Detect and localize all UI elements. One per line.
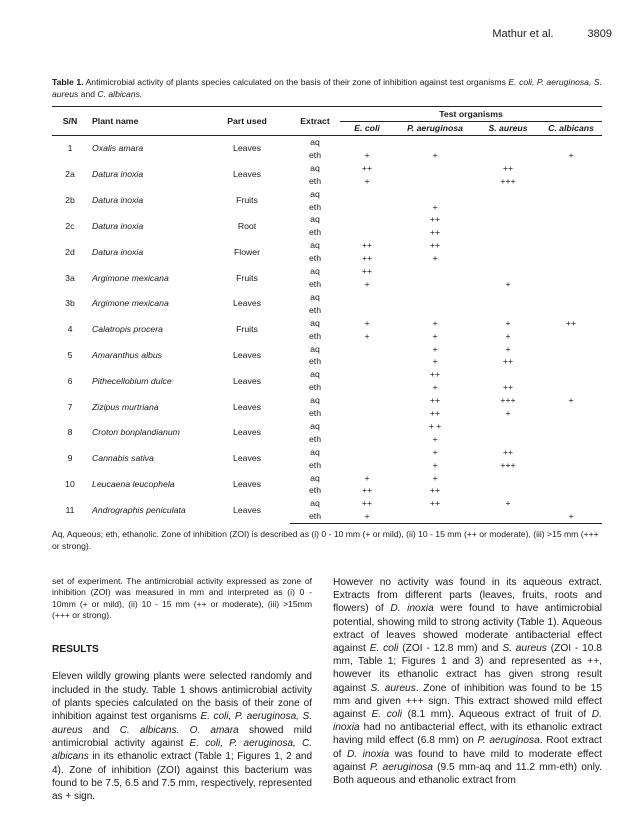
cell-plant-name: Leucaena leucophela: [92, 479, 175, 490]
table-footnote: Aq, Aqueous; eth, ethanolic. Zone of inhibition (ZOI) is described as (i) 0 - 10 mm (+ or mild), (ii) 10 - 15 mm (++ or moderate), (iii) >15 mm (+++ or strong).: [52, 529, 599, 551]
header-author: Mathur et al.: [492, 28, 554, 40]
cell-activity: [540, 472, 602, 485]
cell-activity: + +: [428, 420, 442, 431]
cell-activity: +: [505, 317, 511, 328]
cell-activity: [394, 510, 476, 523]
cell-activity: [540, 136, 602, 149]
table-row: [52, 472, 602, 485]
cell-activity: +: [432, 446, 438, 457]
cell-activity: [540, 407, 602, 420]
cell-activity: [540, 420, 602, 433]
cell-activity: [476, 433, 540, 446]
cell-activity: [340, 394, 394, 407]
rc-text: (ZOI - 12.8 mm) and: [402, 643, 499, 655]
results-org-1: E. coli, P. aeruginosa, S. aureus: [52, 711, 312, 736]
cell-activity: [540, 188, 602, 201]
cell-activity: +: [505, 498, 511, 509]
cell-plant-name: Pithecellobium dulce: [92, 375, 172, 386]
cell-sn: 5: [67, 349, 73, 360]
cell-activity: +: [505, 408, 511, 419]
cell-activity: ++: [502, 382, 514, 393]
cell-activity: ++: [429, 498, 441, 509]
cell-activity: [476, 265, 540, 278]
caption-text: Antimicrobial activity of plants species calculated on the basis of their zone of inhibition against test organisms: [85, 77, 506, 87]
cell-activity: ++: [429, 214, 441, 225]
rc-text: (8.1 mm). Aqueous extract of fruit of: [407, 709, 587, 721]
cell-activity: +: [432, 382, 438, 393]
cell-activity: [340, 213, 394, 226]
cell-activity: [540, 304, 602, 317]
cell-extract: eth: [308, 149, 322, 160]
cell-activity: [540, 433, 602, 446]
results-and: and: [92, 724, 110, 736]
cell-activity: [340, 343, 394, 356]
cell-plant-name: Oxalis amara: [92, 143, 144, 154]
cell-activity: [340, 136, 394, 149]
cell-activity: [540, 265, 602, 278]
header-test-organisms: Test organisms: [340, 107, 602, 122]
cell-part-used: Leaves: [232, 401, 261, 412]
table-row: [52, 394, 602, 407]
cell-activity: +: [505, 343, 511, 354]
cell-activity: [394, 291, 476, 304]
cell-activity: ++: [429, 369, 441, 380]
rc-org: P. aeruginosa: [477, 735, 540, 747]
cell-extract: eth: [308, 253, 322, 264]
cell-extract: eth: [308, 485, 322, 496]
cell-activity: [540, 278, 602, 291]
cell-activity: +: [340, 510, 394, 523]
cell-activity: [340, 433, 394, 446]
cell-activity: [340, 201, 394, 214]
results-org-2: C. albicans.: [119, 724, 180, 736]
cell-activity: +: [432, 330, 438, 341]
cell-activity: [394, 136, 476, 149]
table-row: [52, 446, 602, 459]
cell-sn: 6: [67, 375, 73, 386]
cell-activity: ++: [429, 485, 441, 496]
table-row: [52, 497, 602, 510]
cell-activity: +: [364, 472, 370, 483]
cell-activity: [540, 175, 602, 188]
cell-activity: +: [568, 149, 574, 160]
cell-activity: ++: [361, 485, 373, 496]
cell-activity: [540, 484, 602, 497]
rc-org: E. coli: [369, 643, 399, 655]
cell-part-used: Leaves: [232, 143, 261, 154]
cell-activity: [340, 420, 394, 433]
cell-activity: +: [432, 472, 438, 483]
table-row: [52, 317, 602, 330]
cell-activity: [476, 213, 540, 226]
cell-activity: [540, 330, 602, 343]
rc-text: (ZOI - 10.8 mm, Table 1; Figures 1 and 3) and represented as ++, however its ethanolic extract has given strong result against: [333, 643, 602, 694]
cell-extract: aq: [310, 343, 320, 354]
cell-activity: [476, 304, 540, 317]
cell-activity: [476, 484, 540, 497]
rc-org: D. inoxia: [346, 748, 390, 760]
cell-activity: [476, 239, 540, 252]
rc-org: D. inoxia: [333, 709, 602, 734]
header-saureus: S. aureus: [488, 123, 528, 133]
table-row: [52, 368, 602, 381]
cell-activity: ++: [502, 446, 514, 457]
right-column: [333, 576, 602, 787]
cell-activity: +: [364, 278, 370, 289]
results-paragraph: [52, 670, 312, 803]
cell-activity: +++: [500, 395, 516, 406]
cell-activity: [340, 188, 394, 201]
cell-sn: 8: [67, 427, 73, 438]
header-paeruginosa: P. aeruginosa: [407, 123, 463, 133]
cell-extract: aq: [310, 317, 320, 328]
cell-plant-name: Argimone mexicana: [92, 298, 169, 309]
rc-org: E. coli: [371, 709, 402, 721]
cell-activity: ++: [429, 408, 441, 419]
cell-sn: 2d: [65, 246, 75, 257]
cell-activity: [476, 226, 540, 239]
cell-extract: eth: [308, 356, 322, 367]
cell-part-used: Leaves: [232, 169, 261, 180]
cell-activity: +: [364, 330, 370, 341]
cell-extract: eth: [308, 278, 322, 289]
table-row: [52, 291, 602, 304]
cell-activity: +: [432, 433, 438, 444]
cell-activity: +: [432, 356, 438, 367]
methods-intro: set of experiment. The antimicrobial activity expressed as zone of inhibition (ZOI) was measured in mm and interpreted as (i) 0 - 10mm (+ or mild), (ii) 10 - 15 mm (++ or moderate), (iii) >15mm (+++ or strong).: [52, 576, 312, 620]
rc-org: D. inoxia: [390, 603, 434, 615]
cell-activity: [340, 381, 394, 394]
cell-activity: +: [432, 459, 438, 470]
cell-activity: [476, 368, 540, 381]
table-row: [52, 265, 602, 278]
cell-part-used: Fruits: [236, 195, 258, 206]
cell-part-used: Leaves: [232, 375, 261, 386]
cell-activity: [394, 278, 476, 291]
cell-part-used: Root: [237, 220, 257, 231]
cell-activity: +: [505, 278, 511, 289]
cell-sn: 10: [65, 479, 75, 490]
results-heading: RESULTS: [52, 644, 99, 656]
cell-activity: +: [432, 253, 438, 264]
cell-activity: ++: [565, 317, 577, 328]
cell-activity: ++: [429, 240, 441, 251]
cell-activity: +: [364, 149, 370, 160]
caption-label: Table 1.: [52, 77, 84, 87]
results-table: [52, 106, 602, 524]
cell-activity: [540, 368, 602, 381]
cell-extract: eth: [308, 227, 322, 238]
cell-extract: aq: [310, 188, 320, 199]
cell-activity: +: [364, 317, 370, 328]
cell-activity: +: [432, 317, 438, 328]
cell-plant-name: Amaranthus albus: [92, 349, 163, 360]
results-table-wrapper: [52, 106, 602, 524]
results-text-4: in its ethanolic extract (Table 1; Figures 1, 2 and 4). Zone of inhibition (ZOI) against this bacterium was found to be 7.5, 6.5 and 7.5 mm, respectively, represented as + sign.: [52, 751, 313, 803]
cell-activity: [476, 136, 540, 149]
cell-activity: ++: [361, 253, 373, 264]
cell-extract: eth: [308, 433, 322, 444]
cell-activity: [340, 407, 394, 420]
table-row: [52, 136, 602, 149]
cell-plant-name: Argimone mexicana: [92, 272, 169, 283]
cell-activity: [540, 201, 602, 214]
cell-activity: +: [568, 395, 574, 406]
cell-activity: [340, 446, 394, 459]
cell-sn: 4: [67, 324, 73, 335]
table-row: [52, 420, 602, 433]
cell-part-used: Flower: [233, 246, 261, 257]
cell-activity: [540, 381, 602, 394]
cell-activity: [540, 291, 602, 304]
cell-activity: +: [432, 201, 438, 212]
cell-sn: 3a: [65, 272, 75, 283]
rc-text: had no antibacterial effect, with its ethanolic extract having mild effect (6.8 mm) on: [333, 722, 602, 747]
header-sn: S/N: [52, 107, 88, 136]
cell-extract: aq: [310, 420, 320, 431]
rc-text: . Zone of inhibition was found to be 15 mm and given +++ sign. This extract showed mild effect against: [333, 682, 602, 721]
rc-org: S. aureus: [502, 643, 547, 655]
rc-text: . Root extract of: [333, 735, 602, 760]
cell-activity: [476, 252, 540, 265]
cell-plant-name: Cannabis sativa: [92, 453, 154, 464]
cell-sn: 2c: [65, 220, 75, 231]
cell-activity: [394, 265, 476, 278]
cell-extract: eth: [290, 510, 340, 523]
cell-activity: +: [540, 510, 602, 523]
cell-activity: [540, 226, 602, 239]
cell-extract: eth: [308, 382, 322, 393]
caption-organism-last: C. albicans.: [97, 89, 143, 99]
cell-part-used: Leaves: [232, 298, 261, 309]
cell-extract: aq: [310, 446, 320, 457]
cell-extract: aq: [310, 137, 320, 147]
header-part: Part used: [204, 107, 290, 136]
table-row: [52, 343, 602, 356]
cell-activity: +: [432, 343, 438, 354]
cell-activity: +: [364, 175, 370, 186]
cell-activity: [540, 252, 602, 265]
cell-activity: [394, 175, 476, 188]
cell-extract: aq: [310, 395, 320, 406]
cell-plant-name: Datura inoxia: [92, 246, 144, 257]
cell-activity: [340, 226, 394, 239]
cell-activity: ++: [502, 162, 514, 173]
cell-extract: aq: [310, 240, 320, 251]
cell-activity: [540, 162, 602, 175]
cell-sn: 7: [67, 401, 73, 412]
cell-activity: [476, 472, 540, 485]
table-row: [52, 162, 602, 175]
cell-extract: aq: [310, 266, 320, 277]
cell-activity: +++: [500, 175, 516, 186]
header-ecoli: E. coli: [354, 123, 380, 133]
running-header: [492, 28, 612, 40]
cell-sn: 2b: [65, 195, 75, 206]
cell-sn: 9: [67, 453, 73, 464]
cell-activity: [476, 510, 540, 523]
cell-activity: [540, 459, 602, 472]
header-extract: Extract: [290, 107, 340, 136]
table-row: [52, 213, 602, 226]
right-paragraph: [333, 576, 602, 787]
cell-extract: eth: [308, 175, 322, 186]
cell-activity: ++: [429, 227, 441, 238]
cell-activity: [476, 188, 540, 201]
cell-sn: 3b: [65, 298, 75, 309]
rc-text: However no activity was found in its aqueous extract. Extracts from different parts (leaves, fruits, roots and flowers) of: [333, 577, 602, 615]
cell-sn: 11: [65, 505, 75, 516]
cell-extract: aq: [310, 214, 320, 225]
results-text-1: Eleven wildly growing plants were selected randomly and included in the study. Table 1 shows antimicrobial activity of plants species calculated on the basis of their zone of inhibition against test organisms: [52, 671, 312, 723]
results-text-3: showed mild antimicrobial activity against: [52, 724, 312, 749]
rc-org: P. aeruginosa: [370, 761, 433, 773]
left-column: [52, 576, 312, 803]
header-calbicans: C. albicans: [548, 123, 594, 133]
cell-part-used: Leaves: [232, 479, 261, 490]
cell-activity: [340, 291, 394, 304]
cell-activity: [340, 304, 394, 317]
cell-extract: eth: [308, 201, 322, 212]
cell-activity: [540, 343, 602, 356]
cell-extract: eth: [308, 304, 322, 315]
cell-activity: ++: [429, 395, 441, 406]
cell-activity: ++: [502, 356, 514, 367]
cell-sn: 1: [67, 143, 73, 154]
cell-activity: ++: [361, 266, 373, 277]
cell-extract: aq: [310, 498, 320, 509]
cell-activity: +: [432, 149, 438, 160]
table-caption: [52, 76, 602, 100]
cell-extract: aq: [310, 369, 320, 380]
cell-activity: [540, 446, 602, 459]
cell-extract: aq: [310, 291, 320, 302]
cell-activity: [476, 291, 540, 304]
cell-plant-name: Calatropis procera: [92, 324, 163, 335]
cell-activity: [540, 355, 602, 368]
cell-plant-name: Croton bonplandianum: [92, 427, 180, 438]
cell-extract: eth: [308, 459, 322, 470]
cell-part-used: Fruits: [236, 272, 258, 283]
cell-part-used: Leaves: [232, 453, 261, 464]
cell-activity: +++: [500, 459, 516, 470]
cell-extract: eth: [308, 330, 322, 341]
cell-activity: ++: [361, 162, 373, 173]
cell-activity: [394, 188, 476, 201]
cell-activity: [476, 201, 540, 214]
rc-org: S. aureus: [370, 682, 416, 694]
cell-activity: [340, 368, 394, 381]
rc-text: was found to have mild to moderate effect against: [333, 748, 602, 773]
cell-activity: [340, 355, 394, 368]
cell-plant-name: Zizipus murtriana: [92, 401, 159, 412]
cell-activity: [540, 239, 602, 252]
table-row: [52, 239, 602, 252]
cell-activity: [540, 497, 602, 510]
cell-extract: eth: [308, 408, 322, 419]
cell-part-used: Leaves: [232, 505, 261, 516]
cell-activity: [394, 304, 476, 317]
cell-activity: [540, 213, 602, 226]
cell-activity: [394, 162, 476, 175]
rc-text: (9.5 mm-aq and 11.2 mm-eth) only. Both aqueous and ethanolic extract from: [333, 761, 603, 787]
caption-organisms: E. coli, P. aeruginosa, S. aureus: [52, 77, 602, 99]
cell-plant-name: Datura inoxia: [92, 220, 144, 231]
cell-activity: +: [505, 330, 511, 341]
page-number: 3809: [587, 28, 612, 40]
results-org-3: O. amara: [189, 724, 239, 736]
cell-activity: [476, 420, 540, 433]
cell-plant-name: Datura inoxia: [92, 195, 144, 206]
table-row: [52, 188, 602, 201]
caption-and: and: [80, 89, 96, 99]
cell-activity: ++: [361, 498, 373, 509]
cell-plant-name: Datura inoxia: [92, 169, 144, 180]
cell-activity: [340, 459, 394, 472]
cell-part-used: Fruits: [236, 324, 258, 335]
table-body: [52, 136, 602, 524]
cell-activity: ++: [361, 240, 373, 251]
cell-plant-name: Andrographis peniculata: [92, 505, 186, 516]
cell-extract: aq: [310, 472, 320, 483]
rc-text: were found to have antimicrobial potential, showing mild to strong activity (Table 1). Aqueous extract of leaves showed moderate antibacterial effect against: [333, 603, 602, 655]
cell-extract: aq: [310, 162, 320, 173]
results-org-4: E. coli, P. aeruginosa, C. albicans: [52, 737, 312, 763]
cell-part-used: Leaves: [232, 427, 261, 438]
cell-sn: 2a: [65, 169, 75, 180]
header-plant: Plant name: [88, 107, 204, 136]
cell-activity: [476, 149, 540, 162]
cell-part-used: Leaves: [232, 349, 261, 360]
